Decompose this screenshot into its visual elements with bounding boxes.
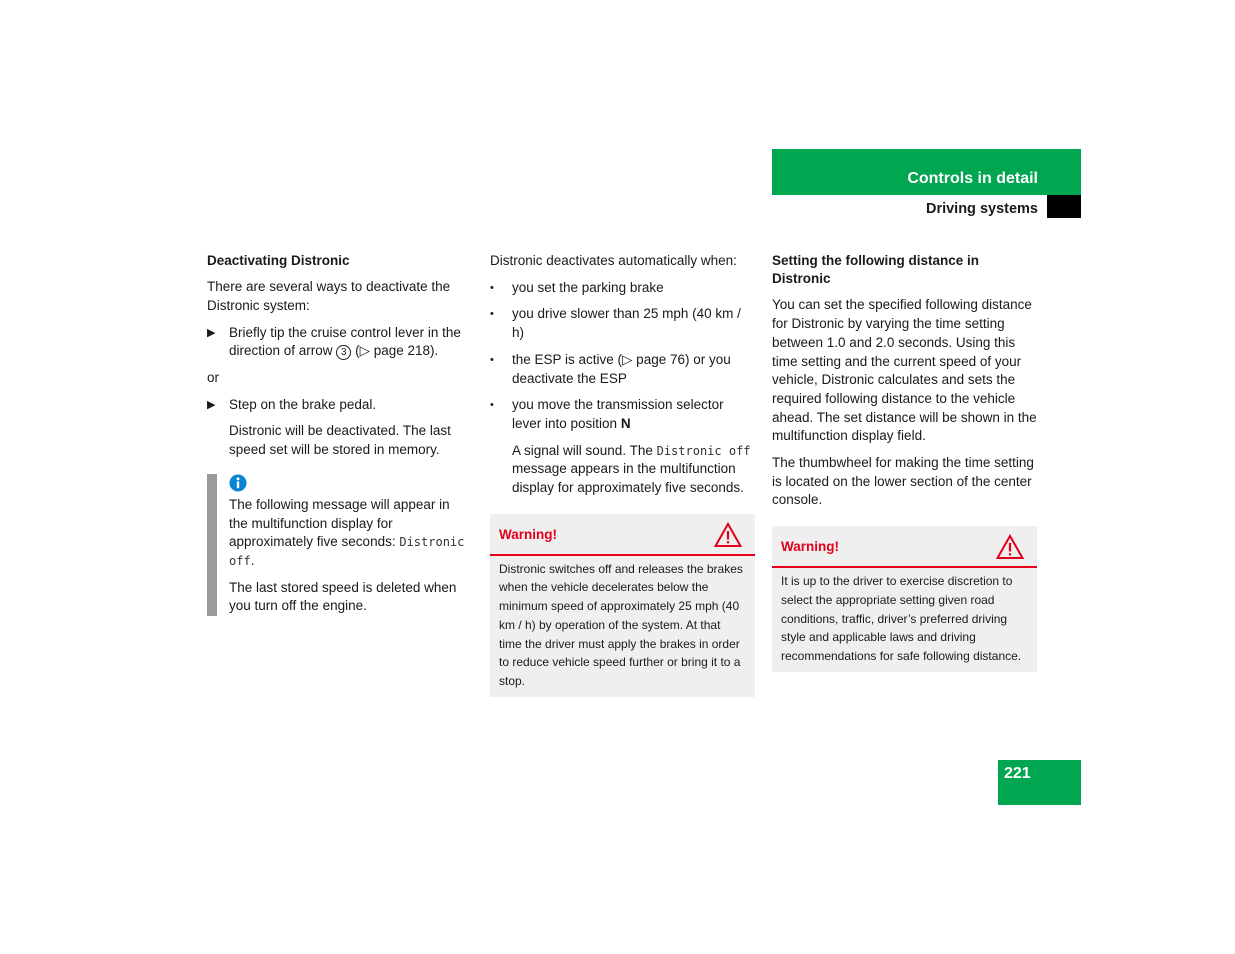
list-item <box>490 305 755 342</box>
display-message: Distronic off <box>229 535 465 568</box>
page-reference: (▷ page 218). <box>355 343 439 359</box>
signal-text-part: A signal will sound. The <box>512 442 653 458</box>
intro-text: There are several ways to deactivate the Distronic system: <box>207 279 451 313</box>
note-text-part: . <box>250 552 255 568</box>
bullet-dot-icon: • <box>490 308 494 321</box>
section-header <box>772 149 1081 195</box>
step-text: Briefly tip the cruise control lever in the direction of arrow <box>229 324 461 359</box>
bullet-dot-icon: • <box>490 281 494 294</box>
column-deactivating <box>207 252 472 616</box>
step-list <box>207 396 472 415</box>
info-note <box>207 474 472 616</box>
signal-text-part: message appears in the multifunction display for approximately five seconds. <box>512 461 744 496</box>
warning-title: Warning! <box>499 526 557 542</box>
warning-triangle-icon <box>996 534 1024 560</box>
heading-deactivating: Deactivating Distronic <box>207 253 350 268</box>
list-item <box>490 351 755 388</box>
gear-position: N <box>620 415 631 431</box>
step-item <box>207 396 472 415</box>
step-result: Distronic will be deactivated. The last speed set will be stored in memory. <box>229 423 451 458</box>
note-text <box>229 496 472 571</box>
step-text: Step on the brake pedal. <box>229 396 377 412</box>
list-item-text: you set the parking brake <box>512 279 664 295</box>
note-text-part: The following message will appear in the multifunction display for approximately five seconds: <box>229 496 450 550</box>
heading-following-distance: Setting the following distance in Distronic <box>772 253 980 287</box>
section-title: Controls in detail <box>907 170 1038 187</box>
page-number: 221 <box>1004 765 1031 782</box>
note-text: The last stored speed is deleted when you turn off the engine. <box>229 579 457 614</box>
display-message: Distronic off <box>656 443 751 458</box>
warning-text: It is up to the driver to exercise discretion to select the appropriate setting given road conditions, traffic, driver’s preferred driving style and applicable laws and driving recommendations for safe following distance. <box>781 574 1022 663</box>
list-item <box>490 279 755 298</box>
note-bar <box>207 474 217 616</box>
warning-text: Distronic switches off and releases the brakes when the vehicle decelerates below the minimum speed of approximately 25 mph (40 km / h) by operation of the system. At that time the driver must apply the brakes in order to reduce vehicle speed further or bring it to a stop. <box>499 561 743 688</box>
column-following-distance <box>772 252 1037 672</box>
list-item <box>490 396 755 433</box>
warning-triangle-icon <box>714 522 742 548</box>
subsection-title: Driving systems <box>925 201 1038 217</box>
info-icon <box>229 474 247 492</box>
column-auto-deactivation <box>490 252 755 697</box>
bullet-dot-icon: • <box>490 399 494 412</box>
subsection-header <box>772 195 1047 218</box>
warning-header <box>772 526 1037 568</box>
warning-box <box>490 514 755 697</box>
warning-box <box>772 526 1037 672</box>
bullet-list <box>490 279 755 434</box>
step-item <box>207 324 472 361</box>
header-marker-block <box>1047 195 1081 218</box>
warning-title: Warning! <box>781 539 839 555</box>
list-item-text: you drive slower than 25 mph (40 km / h) <box>512 306 741 341</box>
bullet-dot-icon: • <box>490 353 494 366</box>
intro-text: Distronic deactivates automatically when: <box>490 253 737 268</box>
signal-text <box>490 442 755 498</box>
triangle-right-icon: ▶ <box>207 326 216 339</box>
list-item-text: you move the transmission selector lever into position <box>512 397 724 431</box>
triangle-right-icon: ▶ <box>207 398 216 411</box>
list-item-text: the ESP is active (▷ page 76) or you deactivate the ESP <box>512 351 731 386</box>
paragraph: The thumbwheel for making the time setting is located on the lower section of the center console. <box>772 455 1034 508</box>
warning-header <box>490 514 755 556</box>
page-number-box <box>998 760 1081 805</box>
paragraph: You can set the specified following distance for Distronic by varying the time setting between 1.0 and 2.0 seconds. Using this time setting and the current speed of your vehicle, Distronic calculates and sets the required following distance to the vehicle ahead. The set distance will be shown in the multifunction display field. <box>772 297 1037 444</box>
circled-number: 3 <box>336 345 351 360</box>
step-list <box>207 324 472 361</box>
or-text: or <box>207 370 220 386</box>
